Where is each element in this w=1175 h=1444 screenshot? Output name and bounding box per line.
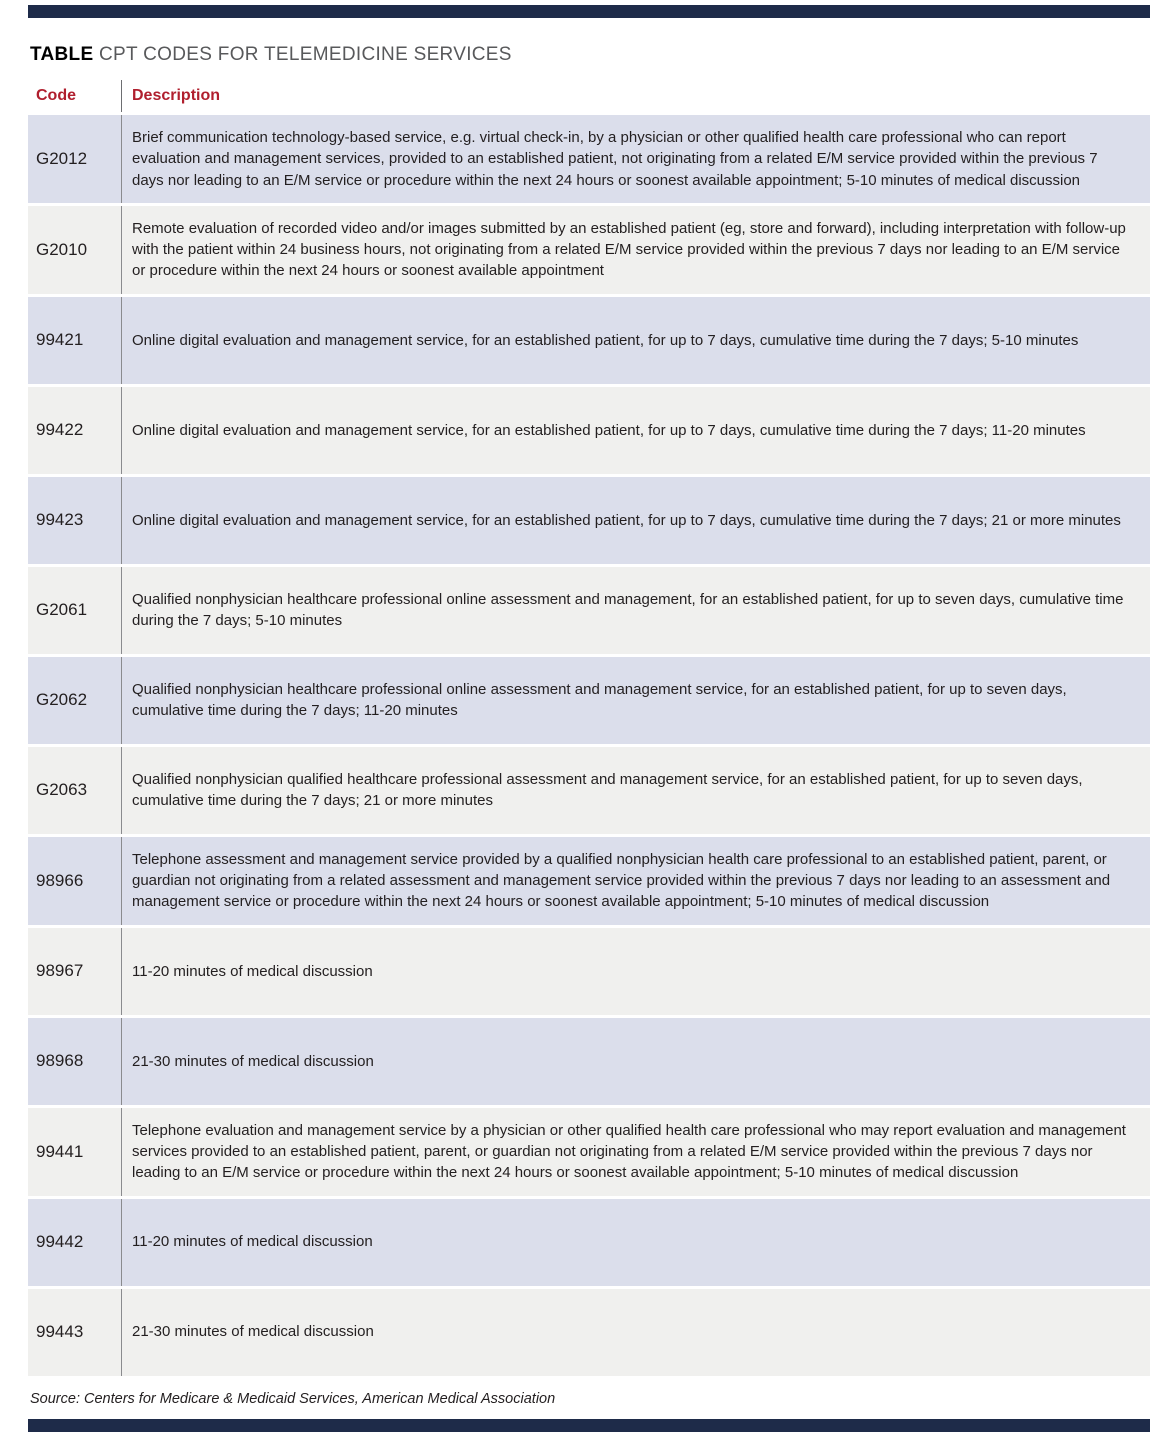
table-row [28, 1289, 1150, 1376]
description-cell-text: Online digital evaluation and management service, for an established patient, for up to 7 days, cumulative time during the 7 days; 21 or more minutes [132, 511, 1121, 529]
code-cell-text: 99441 [36, 1141, 84, 1161]
code-cell-text: 99442 [36, 1232, 84, 1252]
description-cell-text: Telephone evaluation and management service by a physician or other qualified health care professional who may report evaluation and management services provided to an established patient, parent, or guardian not originating from a related E/M service provided within the previous 7 days nor leading to an E/M service or procedure within the next 24 hours or soonest available appointment; 5-10 minutes of medical discussion [132, 1121, 1126, 1182]
code-cell-text: G2012 [36, 148, 88, 168]
code-cell-text: 98967 [36, 961, 84, 981]
code-cell-text: G2061 [36, 600, 88, 620]
table-row [28, 567, 1150, 654]
table-row [28, 297, 1150, 384]
description-cell-text: 11-20 minutes of medical discussion [132, 962, 373, 980]
description-cell-text: Remote evaluation of recorded video and/or images submitted by an established patient (eg, store and forward), including interpretation with follow-up with the patient within 24 business hours, not originating from a related E/M service provided within the previous 7 days nor leading to an E/M service or procedure within the next 24 hours or soonest available appointment [132, 219, 1126, 280]
table-body [28, 115, 1150, 1376]
table-header-row [28, 80, 1150, 112]
table-title-text: CPT CODES FOR TELEMEDICINE SERVICES [93, 44, 512, 65]
description-cell-text: Online digital evaluation and management service, for an established patient, for up to 7 days, cumulative time during the 7 days; 5-10 minutes [132, 331, 1079, 349]
description-cell-text: Qualified nonphysician healthcare professional online assessment and management service, for an established patient, for up to seven days, cumulative time during the 7 days; 11-20 minutes [132, 680, 1067, 720]
description-cell-text: Qualified nonphysician qualified healthcare professional assessment and management service, for an established patient, for up to seven days, cumulative time during the 7 days; 21 or more minutes [132, 770, 1083, 810]
code-cell-text: 99443 [36, 1322, 84, 1342]
code-cell-text: 98966 [36, 870, 84, 890]
bottom-divider-bar [28, 1419, 1150, 1432]
table-row [28, 387, 1150, 474]
code-cell-text: 99421 [36, 330, 84, 350]
column-header-code: Code [36, 87, 76, 104]
table-row [28, 928, 1150, 1015]
source-note: Source: Centers for Medicare & Medicaid Services, American Medical Association [30, 1390, 556, 1407]
table-title [30, 44, 1150, 66]
code-cell-text: 99422 [36, 420, 84, 440]
table-row [28, 477, 1150, 564]
table-row [28, 115, 1150, 203]
description-cell-text: Qualified nonphysician healthcare professional online assessment and management, for an established patient, for up to seven days, cumulative time during the 7 days; 5-10 minutes [132, 590, 1124, 630]
description-cell-text: Telephone assessment and management service provided by a qualified nonphysician health care professional to an established patient, parent, or guardian not originating from a related assessment and management service provided within the previous 7 days nor leading to an assessment and management service or procedure within the next 24 hours or soonest available appointment; 5-10 minutes of medical discussion [132, 850, 1111, 911]
table-row [28, 747, 1150, 834]
table-row [28, 1199, 1150, 1286]
table-row [28, 657, 1150, 744]
top-divider-bar [28, 5, 1150, 18]
description-cell-text: Brief communication technology-based service, e.g. virtual check-in, by a physician or other qualified health care professional who can report evaluation and management services, provided to an established patient, not originating from a related E/M service provided within the previous 7 days nor leading to an E/M service or procedure within the next 24 hours or soonest available appointment; 5-10 minutes of medical discussion [132, 129, 1098, 189]
table-row [28, 837, 1150, 925]
description-cell-text: 21-30 minutes of medical discussion [132, 1323, 374, 1341]
description-cell-text: 11-20 minutes of medical discussion [132, 1233, 373, 1251]
code-cell-text: G2010 [36, 239, 88, 259]
column-header-description: Description [121, 80, 1150, 112]
table-row [28, 1108, 1150, 1196]
code-cell-text: G2063 [36, 780, 88, 800]
table-label: TABLE [30, 44, 94, 65]
code-cell-text: 99423 [36, 510, 84, 530]
description-cell-text: 21-30 minutes of medical discussion [132, 1052, 374, 1070]
code-cell-text: G2062 [36, 690, 88, 710]
code-cell-text: 98968 [36, 1051, 84, 1071]
table-row [28, 1018, 1150, 1105]
description-cell-text: Online digital evaluation and management service, for an established patient, for up to 7 days, cumulative time during the 7 days; 11-20 minutes [132, 421, 1086, 439]
table-row [28, 206, 1150, 294]
